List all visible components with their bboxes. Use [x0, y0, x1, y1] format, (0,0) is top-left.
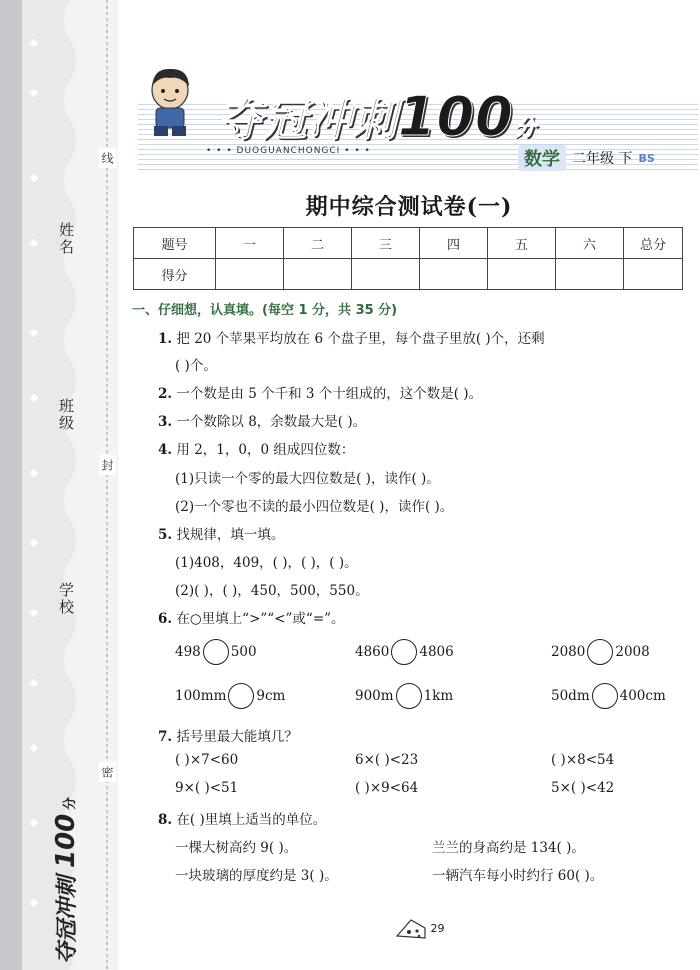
question-number: 5	[158, 527, 168, 543]
compare-left: 4860	[355, 644, 390, 660]
side-logo-unit: 分	[63, 796, 78, 810]
side-logo	[48, 752, 84, 970]
compare-right: 500	[230, 644, 257, 660]
compare-circle[interactable]	[396, 683, 422, 709]
question-number: 3	[158, 414, 168, 430]
class-label: 班级	[57, 398, 75, 432]
question-1-cont: ( )个。	[175, 358, 217, 374]
edition-label: BS	[638, 151, 655, 165]
question-number: 4	[158, 442, 168, 458]
compare-left: 50dm	[551, 688, 590, 704]
question-number: 8	[158, 812, 168, 828]
score-cell[interactable]	[420, 259, 488, 290]
question-5-part2: (2)( )，( )，450，500，550。	[175, 583, 369, 599]
brand-pinyin: • • • DUOGUANCHONGCI • • •	[206, 146, 371, 156]
unit-item: 一辆汽车每小时约行 60( )。	[432, 868, 604, 884]
question-number: 2	[158, 386, 168, 402]
question-text: 把 20 个苹果平均放在 6 个盘子里，每个盘子里放( )个，还剩	[176, 331, 545, 347]
table-header-cell: 一	[216, 228, 284, 259]
score-cell[interactable]	[216, 259, 284, 290]
compare-left: 2080	[551, 644, 586, 660]
school-label: 学校	[57, 582, 75, 616]
side-logo-number: 100	[51, 813, 81, 868]
left-binding-strip	[0, 0, 118, 970]
compare-right: 9cm	[256, 688, 286, 704]
page-number: 29	[430, 922, 445, 935]
cheese-icon	[395, 916, 427, 942]
brand-unit: 分	[513, 116, 537, 141]
question-text: 一个数除以 8，余数最大是( )。	[176, 414, 367, 430]
header	[118, 0, 700, 190]
compare-right: 4806	[419, 644, 454, 660]
name-label: 姓名	[57, 222, 75, 256]
compare-left: 100mm	[175, 688, 227, 704]
question-text: 用 2，1，0，0 组成四位数：	[176, 442, 355, 458]
compare-item	[175, 683, 285, 709]
inequality-item: 5×( )<42	[551, 780, 615, 796]
unit-item: 兰兰的身高约是 134( )。	[432, 840, 585, 856]
compare-item	[355, 639, 454, 665]
question-4-part1: (1)只读一个零的最大四位数是( )，读作( )。	[175, 471, 440, 487]
question-3: 3. 一个数除以 8，余数最大是( )。	[158, 414, 367, 430]
question-7: 7. 括号里最大能填几？	[158, 729, 298, 745]
side-logo-text: 夺冠冲刺	[55, 875, 80, 964]
brand-logo	[218, 84, 537, 148]
compare-item	[175, 639, 257, 665]
score-cell[interactable]	[284, 259, 352, 290]
seal-mark-secret: 密	[99, 762, 116, 782]
seal-mark-line: 线	[99, 148, 116, 168]
question-4: 4. 用 2，1，0，0 组成四位数：	[158, 442, 355, 458]
question-4-part2: (2)一个零也不读的最小四位数是( )，读作( )。	[175, 499, 454, 515]
compare-item	[551, 639, 650, 665]
compare-circle[interactable]	[203, 639, 229, 665]
inequality-item: 9×( )<51	[175, 780, 239, 796]
question-5: 5. 找规律，填一填。	[158, 527, 285, 543]
compare-right: 1km	[423, 688, 454, 704]
table-header-cell: 四	[420, 228, 488, 259]
question-text: 在( )里填上适当的单位。	[176, 812, 327, 828]
inequality-item: ( )×7<60	[175, 752, 239, 768]
table-header-cell: 二	[284, 228, 352, 259]
seal-mark-seal: 封	[99, 455, 116, 475]
grade-label: 二年级 下	[572, 151, 633, 167]
question-text: 一个数是由 5 个千和 3 个十组成的，这个数是( )。	[176, 386, 483, 402]
score-table-score-row	[134, 259, 683, 290]
inequality-item: ( )×9<64	[355, 780, 419, 796]
score-cell[interactable]	[556, 259, 624, 290]
compare-circle[interactable]	[391, 639, 417, 665]
brand-number: 100	[398, 85, 514, 148]
compare-left: 498	[175, 644, 201, 660]
compare-circle[interactable]	[228, 683, 254, 709]
unit-item: 一棵大树高约 9( )。	[175, 840, 298, 856]
question-5-part1: (1)408，409，( )，( )，( )。	[175, 555, 358, 571]
subject-badge: 数学	[518, 145, 566, 171]
score-row-label: 得分	[134, 259, 216, 290]
subject-info	[518, 146, 655, 170]
score-table-header-row	[134, 228, 683, 259]
question-6: 6. 在○里填上“>”“<”或“=”。	[158, 611, 345, 627]
question-number: 7	[158, 729, 168, 745]
question-1: 1. 把 20 个苹果平均放在 6 个盘子里，每个盘子里放( )个，还剩	[158, 331, 545, 347]
question-number: 6	[158, 611, 168, 627]
question-text: 括号里最大能填几？	[176, 729, 298, 745]
question-8: 8. 在( )里填上适当的单位。	[158, 812, 327, 828]
score-cell[interactable]	[352, 259, 420, 290]
section-heading: 一、仔细想，认真填。(每空 1 分，共 35 分)	[132, 303, 398, 318]
compare-item	[355, 683, 453, 709]
question-text: 找规律，填一填。	[176, 527, 285, 543]
question-2: 2. 一个数是由 5 个千和 3 个十组成的，这个数是( )。	[158, 386, 483, 402]
inequality-item: ( )×8<54	[551, 752, 615, 768]
table-header-cell: 总分	[624, 228, 683, 259]
compare-right: 2008	[615, 644, 650, 660]
table-header-cell: 五	[488, 228, 556, 259]
table-header-cell: 六	[556, 228, 624, 259]
score-table	[133, 227, 683, 290]
page-footer	[395, 916, 445, 942]
inequality-item: 6×( )<23	[355, 752, 419, 768]
table-header-cell: 题号	[134, 228, 216, 259]
score-cell[interactable]	[624, 259, 683, 290]
exam-title: 期中综合测试卷(一)	[305, 194, 513, 220]
compare-left: 900m	[355, 688, 394, 704]
question-number: 1	[158, 331, 168, 347]
score-cell[interactable]	[488, 259, 556, 290]
table-header-cell: 三	[352, 228, 420, 259]
compare-circle[interactable]	[592, 683, 618, 709]
compare-circle[interactable]	[587, 639, 613, 665]
unit-item: 一块玻璃的厚度约是 3( )。	[175, 868, 338, 884]
question-text: 在○里填上“>”“<”或“=”。	[176, 611, 345, 627]
compare-right: 400cm	[619, 688, 666, 704]
brand-name: 夺冠冲刺	[218, 95, 398, 146]
boy-mascot-icon	[140, 66, 212, 140]
compare-item	[551, 683, 666, 709]
